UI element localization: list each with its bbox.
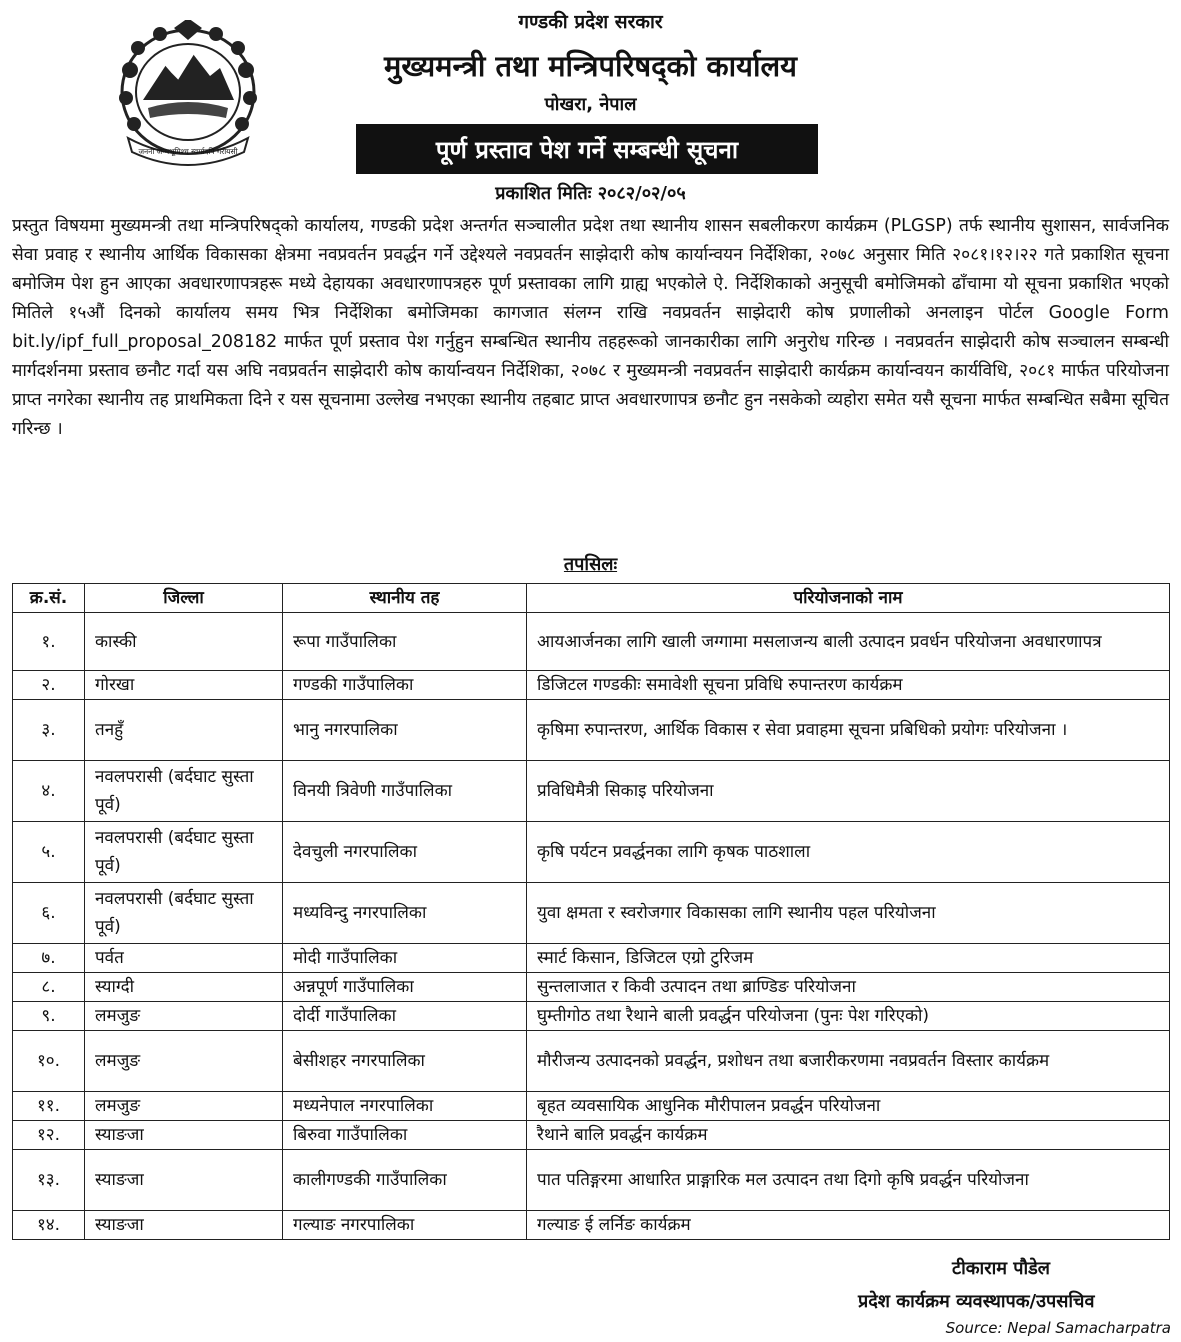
district-cell: कास्की xyxy=(85,613,283,671)
table-row xyxy=(13,883,1170,944)
source-credit: Source: Nepal Samacharpatra xyxy=(945,1319,1171,1337)
district-cell: स्याङजा xyxy=(85,1121,283,1150)
project-cell: पात पतिङ्गरमा आधारित प्राङ्गारिक मल उत्पादन तथा दिगो कृषि प्रवर्द्धन परियोजना xyxy=(527,1150,1170,1211)
serial-cell: ८. xyxy=(13,973,85,1002)
project-cell: मौरीजन्य उत्पादनको प्रवर्द्धन, प्रशोधन तथा बजारीकरणमा नवप्रवर्तन विस्तार कार्यक्रम xyxy=(527,1031,1170,1092)
district-cell: तनहुँ xyxy=(85,700,283,761)
district-cell: स्याङजा xyxy=(85,1211,283,1240)
local-level-cell: दोर्दी गाउँपालिका xyxy=(283,1002,527,1031)
local-level-cell: गल्याङ नगरपालिका xyxy=(283,1211,527,1240)
office-name: मुख्यमन्त्री तथा मन्त्रिपरिषद्‌को कार्यालय xyxy=(384,49,797,83)
table-row xyxy=(13,822,1170,883)
serial-cell: ६. xyxy=(13,883,85,944)
project-cell: रैथाने बालि प्रवर्द्धन कार्यक्रम xyxy=(527,1121,1170,1150)
district-cell: नवलपरासी (बर्दघाट सुस्ता पूर्व) xyxy=(85,761,283,822)
local-level-cell: मध्यविन्दु नगरपालिका xyxy=(283,883,527,944)
serial-cell: ३. xyxy=(13,700,85,761)
published-date: प्रकाशित मितिः २०८२/०२/०५ xyxy=(495,183,686,204)
project-cell: घुम्तीगोठ तथा रैथाने बाली प्रवर्द्धन परियोजना (पुनः पेश गरिएको) xyxy=(527,1002,1170,1031)
local-level-cell: बेसीशहर नगरपालिका xyxy=(283,1031,527,1092)
local-level-cell: मध्यनेपाल नगरपालिका xyxy=(283,1092,527,1121)
serial-cell: १२. xyxy=(13,1121,85,1150)
emblem-motto: जननी जन्मभूमिश्च स्वर्गादपि गरीयसी xyxy=(138,147,238,156)
serial-cell: ९. xyxy=(13,1002,85,1031)
table-row xyxy=(13,761,1170,822)
district-cell: नवलपरासी (बर्दघाट सुस्ता पूर्व) xyxy=(85,822,283,883)
table-row xyxy=(13,613,1170,671)
serial-cell: ७. xyxy=(13,944,85,973)
serial-cell: ४. xyxy=(13,761,85,822)
local-level-cell: देवचुली नगरपालिका xyxy=(283,822,527,883)
local-level-cell: बिरुवा गाउँपालिका xyxy=(283,1121,527,1150)
project-cell: सुन्तलाजात र किवी उत्पादन तथा ब्राण्डिङ परियोजना xyxy=(527,973,1170,1002)
header-serial: क्र.सं. xyxy=(13,584,85,613)
project-cell: गल्याङ ई लर्निङ कार्यक्रम xyxy=(527,1211,1170,1240)
project-cell: स्मार्ट किसान, डिजिटल एग्रो टुरिजम xyxy=(527,944,1170,973)
local-level-cell: गण्डकी गाउँपालिका xyxy=(283,671,527,700)
projects-table xyxy=(12,583,1170,1240)
district-cell: पर्वत xyxy=(85,944,283,973)
local-level-cell: अन्नपूर्ण गाउँपालिका xyxy=(283,973,527,1002)
table-row xyxy=(13,1150,1170,1211)
local-level-cell: विनयी त्रिवेणी गाउँपालिका xyxy=(283,761,527,822)
district-cell: लमजुङ xyxy=(85,1031,283,1092)
table-row xyxy=(13,1002,1170,1031)
serial-cell: १०. xyxy=(13,1031,85,1092)
header-project-name: परियोजनाको नाम xyxy=(527,584,1170,613)
district-cell: नवलपरासी (बर्दघाट सुस्ता पूर्व) xyxy=(85,883,283,944)
district-cell: लमजुङ xyxy=(85,1002,283,1031)
header-local-level: स्थानीय तह xyxy=(283,584,527,613)
project-cell: कृषिमा रुपान्तरण, आर्थिक विकास र सेवा प्रवाहमा सूचना प्रबिधिको प्रयोगः परियोजना । xyxy=(527,700,1170,761)
project-cell: आयआर्जनका लागि खाली जग्गामा मसलाजन्य बाली उत्पादन प्रवर्धन परियोजना अवधारणापत्र xyxy=(527,613,1170,671)
table-row xyxy=(13,1092,1170,1121)
serial-cell: ११. xyxy=(13,1092,85,1121)
signatory-title: प्रदेश कार्यक्रम व्यवस्थापक/उपसचिव xyxy=(858,1291,1095,1312)
project-cell: बृहत व्यवसायिक आधुनिक मौरीपालन प्रवर्द्धन परियोजना xyxy=(527,1092,1170,1121)
local-level-cell: मोदी गाउँपालिका xyxy=(283,944,527,973)
table-row xyxy=(13,1211,1170,1240)
serial-cell: १४. xyxy=(13,1211,85,1240)
local-level-cell: भानु नगरपालिका xyxy=(283,700,527,761)
project-cell: डिजिटल गण्डकीः समावेशी सूचना प्रविधि रुपान्तरण कार्यक्रम xyxy=(527,671,1170,700)
district-cell: लमजुङ xyxy=(85,1092,283,1121)
signatory-name: टीकाराम पौडेल xyxy=(952,1258,1050,1279)
serial-cell: १३. xyxy=(13,1150,85,1211)
notice-body: प्रस्तुत विषयमा मुख्यमन्त्री तथा मन्त्रिपरिषद्‌को कार्यालय, गण्डकी प्रदेश अन्तर्गत सञ्चालीत प्रदेश तथा स्थानीय शासन सबलीकरण कार्यक्रम (PLGSP) तर्फ स्थानीय सुशासन, सार्वजनिक सेवा प्रवाह र स्थानीय आर्थिक विकासका क्षेत्रमा नवप्रवर्तन प्रवर्द्धन गर्ने उद्देश्यले नवप्रवर्तन साझेदारी कोष कार्यान्वयन निर्देशिका, २०७८ अनुसार मिति २०८१।१२।२२ गते प्रकाशित सूचना बमोजिम पेश हुन आएका अवधारणापत्रहरू मध्ये देहायका अवधारणापत्रहरु पूर्ण प्रस्तावका लागि ग्राह्य भएकोले ऐ. निर्देशिकाको अनुसूची बमोजिमको ढाँचामा यो सूचना प्रकाशित भएको मितिले १५औं दिनको कार्यालय समय भित्र निर्देशिका बमोजिमका कागजात संलग्न राखि नवप्रवर्तन साझेदारी कोष प्रणालीको अनलाइन पोर्टल Google Form bit.ly/ipf_full_proposal_208182 मार्फत पूर्ण प्रस्ताव पेश गर्नुहुन सम्बन्धित स्थानीय तहहरूको जानकारीका लागि अनुरोध गरिन्छ । नवप्रवर्तन साझेदारी कोष सञ्चालन सम्बन्धी मार्गदर्शनमा प्रस्ताव छनौट गर्दा यस अघि नवप्रवर्तन साझेदारी कोष कार्यान्वयन निर्देशिका, २०७८ र मुख्यमन्त्री नवप्रवर्तन साझेदारी कार्यक्रम कार्यान्वयन कार्यविधि, २०८१ मार्फत परियोजना प्राप्त नगरेका स्थानीय तह प्राथमिकता दिने र यस सूचनामा उल्लेख नभएका स्थानीय तहबाट प्राप्त अवधारणापत्र छनौट हुन नसकेको व्यहोरा समेत यसै सूचना मार्फत सम्बन्धित सबैमा सूचित गरिन्छ । xyxy=(12,216,1169,439)
project-cell: युवा क्षमता र स्वरोजगार विकासका लागि स्थानीय पहल परियोजना xyxy=(527,883,1170,944)
table-row xyxy=(13,1121,1170,1150)
notice-title: पूर्ण प्रस्ताव पेश गर्ने सम्बन्धी सूचना xyxy=(356,124,818,174)
table-row xyxy=(13,700,1170,761)
table-header-row xyxy=(13,584,1170,613)
table-row xyxy=(13,973,1170,1002)
table-caption: तपसिलः xyxy=(563,554,618,575)
table-row xyxy=(13,944,1170,973)
local-level-cell: रूपा गाउँपालिका xyxy=(283,613,527,671)
table-row xyxy=(13,1031,1170,1092)
government-name: गण्डकी प्रदेश सरकार xyxy=(518,11,663,33)
header-district: जिल्ला xyxy=(85,584,283,613)
local-level-cell: कालीगण्डकी गाउँपालिका xyxy=(283,1150,527,1211)
serial-cell: १. xyxy=(13,613,85,671)
office-location: पोखरा, नेपाल xyxy=(544,94,637,115)
district-cell: गोरखा xyxy=(85,671,283,700)
district-cell: स्याग्दी xyxy=(85,973,283,1002)
district-cell: स्याङजा xyxy=(85,1150,283,1211)
table-row xyxy=(13,671,1170,700)
project-cell: कृषि पर्यटन प्रवर्द्धनका लागि कृषक पाठशाला xyxy=(527,822,1170,883)
serial-cell: २. xyxy=(13,671,85,700)
project-cell: प्रविधिमैत्री सिकाइ परियोजना xyxy=(527,761,1170,822)
serial-cell: ५. xyxy=(13,822,85,883)
